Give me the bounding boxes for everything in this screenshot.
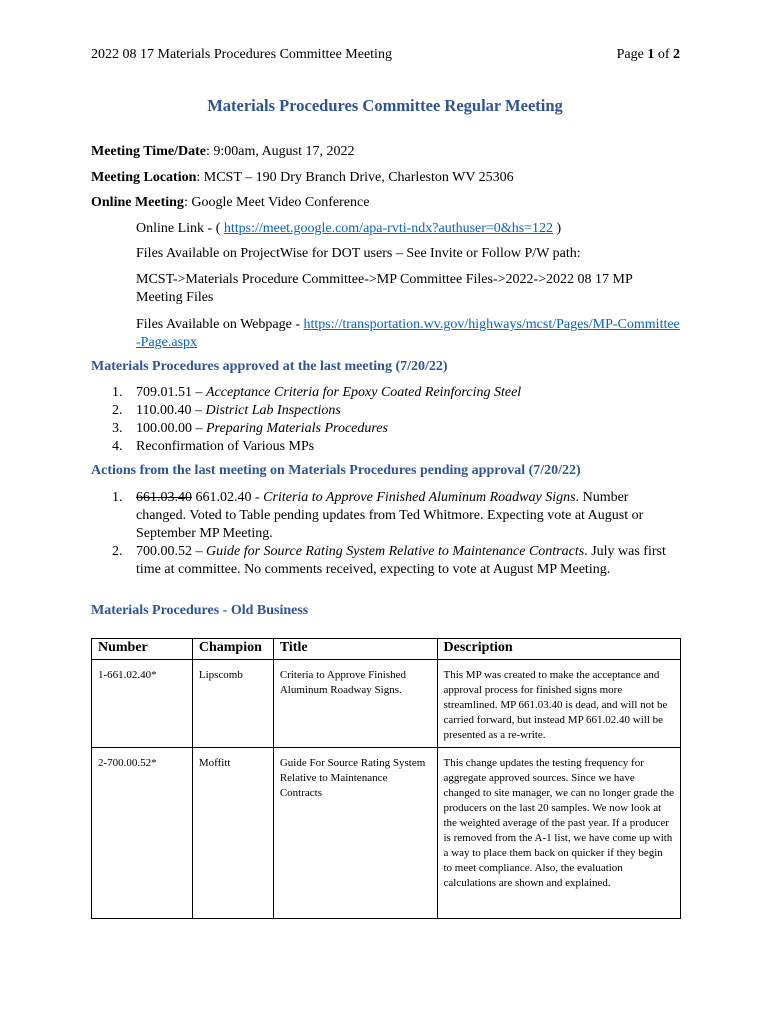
cell-description: This MP was created to make the acceptance and approval process for finished signs more streamlined. MP 661.03.40 is dead, and will not be carried forward, but instead MP 661.02.40 will be presented as a re-write. — [437, 660, 681, 748]
online-meeting — [91, 195, 369, 211]
meeting-time-label: Meeting Time/Date — [91, 144, 206, 159]
page-number — [617, 47, 680, 63]
mp-code: 110.00.40 – — [136, 403, 206, 418]
mp-title: Guide for Source Rating System Relative to Maintenance Contracts — [206, 544, 585, 559]
mp-title: Criteria to Approve Finished Aluminum Roadway Signs — [263, 490, 576, 505]
webpage-line — [136, 316, 681, 352]
projectwise-path: MCST->Materials Procedure Committee->MP Committee Files->2022->2022 08 17 MP Meeting Files — [136, 272, 633, 305]
page-prefix: Page — [616, 47, 648, 62]
cell-number: 2-700.00.52* — [92, 748, 193, 919]
cell-champion: Moffitt — [192, 748, 273, 919]
list-number: 1. — [112, 385, 123, 400]
struck-mp-code: 661.03.40 — [136, 490, 192, 505]
document-title: Materials Procedures Committee Regular Meeting — [207, 96, 563, 115]
meeting-location — [91, 170, 514, 186]
online-meeting-label: Online Meeting — [91, 195, 184, 210]
online-link-prefix: Online Link - ( — [136, 221, 224, 236]
list-number: 2. — [112, 544, 123, 559]
action-note: . July was first time at committee. No comments received, expecting to vote at August MP Meeting. — [136, 544, 666, 577]
actions-heading: Actions from the last meeting on Materials Procedures pending approval (7/20/22) — [91, 463, 581, 478]
mp-title: Preparing Materials Procedures — [206, 421, 388, 436]
meeting-location-value: : MCST – 190 Dry Branch Drive, Charleston WV 25306 — [196, 170, 514, 185]
table-row — [92, 748, 681, 919]
column-header-title: Title — [273, 639, 437, 660]
list-number: 1. — [112, 490, 123, 505]
mp-code: 700.00.52 – — [136, 544, 206, 559]
meeting-time-value: : 9:00am, August 17, 2022 — [205, 144, 355, 159]
cell-title: Guide For Source Rating System Relative to Maintenance Contracts — [273, 748, 437, 919]
webpage-link[interactable]: https://transportation.wv.gov/highways/mcst/Pages/MP-Committee-Page.aspx — [136, 317, 680, 350]
cell-description: This change updates the testing frequency for aggregate approved sources. Since we have changed to site manager, we can no longer grade the producers on the last 20 samples. We now look at the weighted average of the past year. If a producer is removed from the A-1 list, we have come up with a way to place them back on quicker if they begin to meet compliance. Also, the evaluation calculations are shown and explained. — [437, 748, 681, 919]
table-row — [92, 660, 681, 748]
page-total: 2 — [673, 47, 680, 62]
list-number: 4. — [112, 439, 123, 454]
cell-number: 1-661.02.40* — [92, 660, 193, 748]
cell-champion: Lipscomb — [192, 660, 273, 748]
action-note: . Number changed. Voted to Table pending updates from Ted Whitmore. Expecting vote at August or September MP Meeting. — [136, 490, 644, 541]
column-header-number: Number — [92, 639, 193, 660]
mp-code: 661.02.40 - — [192, 490, 264, 505]
mp-title: Reconfirmation of Various MPs — [136, 439, 315, 454]
online-meeting-value: : Google Meet Video Conference — [183, 195, 370, 210]
list-number: 3. — [112, 421, 123, 436]
list-number: 2. — [112, 403, 123, 418]
meeting-time — [91, 144, 355, 160]
page-current: 1 — [647, 47, 655, 62]
cell-title: Criteria to Approve Finished Aluminum Roadway Signs. — [273, 660, 437, 748]
online-link[interactable]: https://meet.google.com/apa-rvti-ndx?authuser=0&hs=122 — [223, 221, 554, 236]
approved-heading: Materials Procedures approved at the last meeting (7/20/22) — [91, 359, 448, 374]
header-title: 2022 08 17 Materials Procedures Committee Meeting — [91, 47, 392, 62]
mp-code: 709.01.51 – — [136, 385, 206, 400]
online-link-line — [136, 220, 681, 238]
column-header-description: Description — [437, 639, 681, 660]
table-header-row — [92, 639, 681, 660]
webpage-prefix: Files Available on Webpage - — [136, 317, 304, 332]
old-business-heading: Materials Procedures - Old Business — [91, 603, 309, 618]
old-business-table — [91, 638, 681, 919]
mp-title: Acceptance Criteria for Epoxy Coated Reinforcing Steel — [206, 385, 522, 400]
meeting-location-label: Meeting Location — [91, 170, 197, 185]
mp-code: 100.00.00 – — [136, 421, 206, 436]
column-header-champion: Champion — [192, 639, 273, 660]
projectwise-note: Files Available on ProjectWise for DOT users – See Invite or Follow P/W path: — [136, 246, 581, 261]
mp-title: District Lab Inspections — [205, 403, 341, 418]
page-of: of — [654, 47, 673, 62]
online-link-suffix: ) — [553, 221, 562, 236]
